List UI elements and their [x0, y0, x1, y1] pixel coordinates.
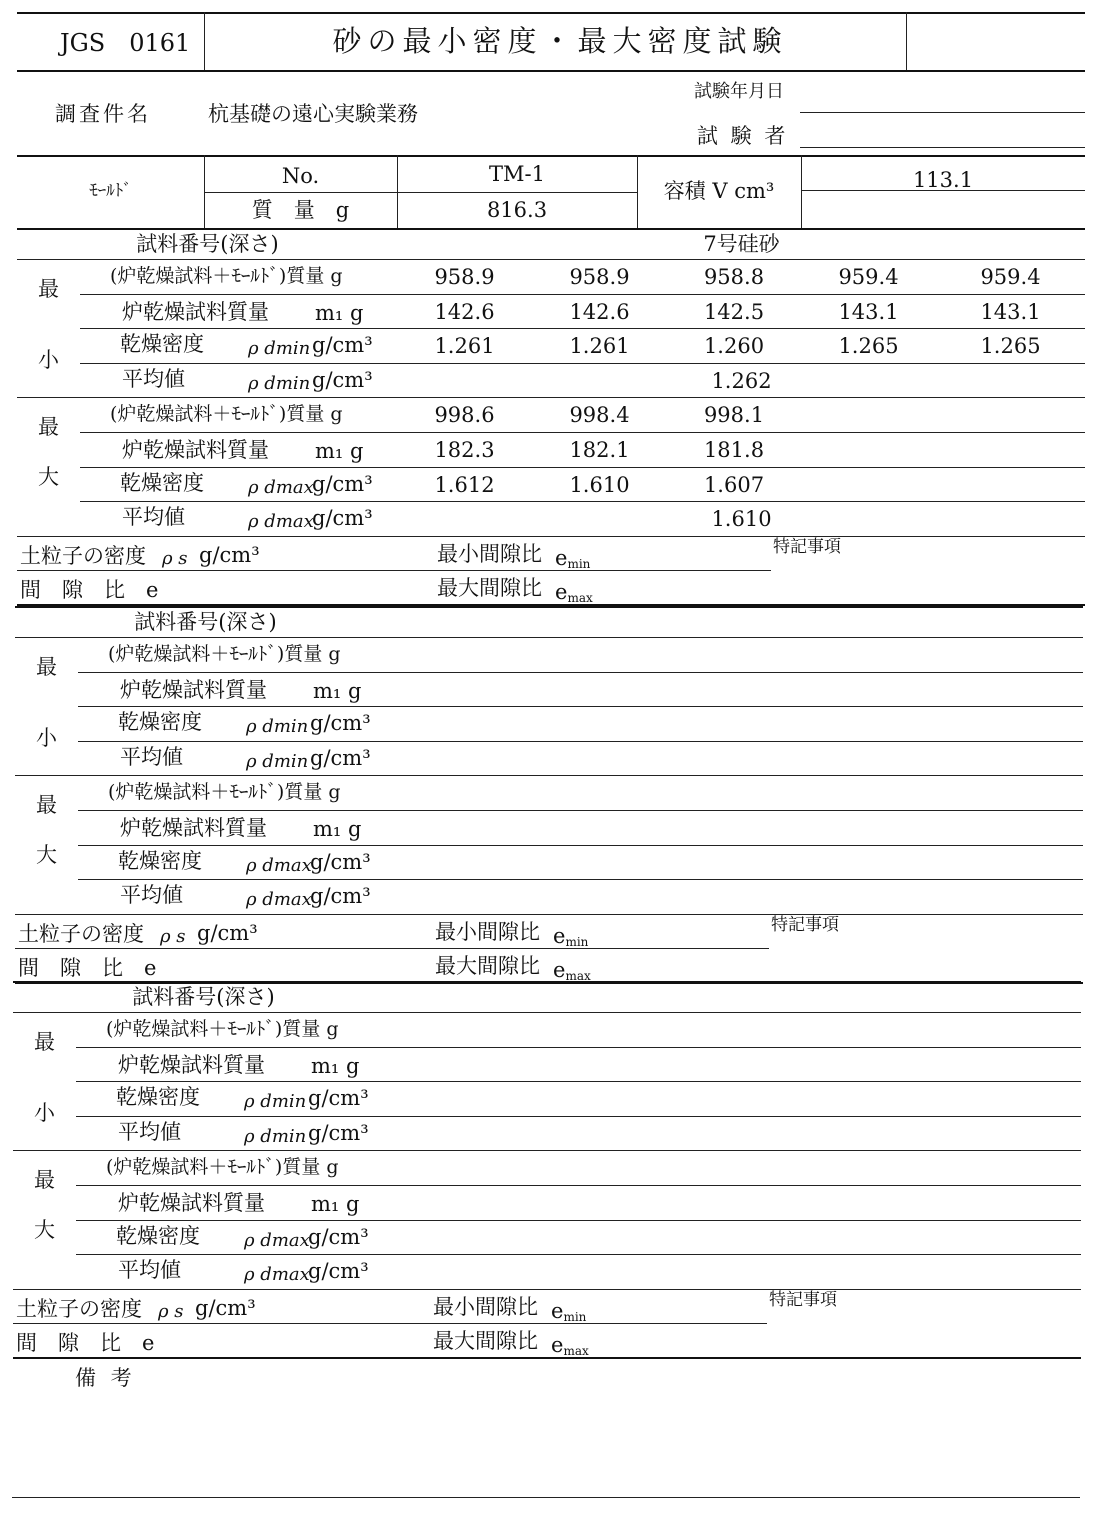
row-label-density-unit: g/cm³ [308, 1224, 369, 1249]
emax-label: 最大間隙比 [437, 575, 542, 600]
row-label-density-unit: g/cm³ [308, 1259, 369, 1284]
min-mass-mold-value: 959.4 [980, 265, 1041, 289]
rule-line [76, 1116, 1081, 1117]
rule-line [15, 637, 1083, 638]
rule-line [13, 981, 1081, 983]
rule-line [80, 501, 1085, 502]
min-label-2: 小 [34, 1101, 55, 1126]
row-label-mass-mold: (炉乾燥試料＋ﾓｰﾙﾄﾞ)質量 g [106, 1156, 339, 1179]
row-label-avg: 平均値 [122, 505, 185, 530]
rule-line [13, 1150, 1081, 1151]
min-mass-mold-value: 959.4 [838, 265, 899, 289]
emin-symbol: $e_{min}$ [553, 923, 589, 949]
row-label-mass-unit: m₁ g [313, 817, 362, 841]
row-label-mass-unit: m₁ g [311, 1192, 360, 1216]
mold-volume-value: 113.1 [912, 168, 974, 192]
row-label-avg: 平均値 [118, 1119, 181, 1144]
row-label-rho: ρ dmin [248, 338, 311, 360]
row-label-mass: 炉乾燥試料質量 [122, 438, 269, 462]
max-mass-mold-value: 998.6 [434, 403, 495, 428]
row-label-mass-mold: (炉乾燥試料＋ﾓｰﾙﾄﾞ)質量 g [110, 403, 343, 426]
tester-label: 試 験 者 [697, 124, 789, 148]
emin-symbol: $e_{min}$ [555, 545, 591, 571]
row-label-density-unit: g/cm³ [308, 1120, 369, 1145]
row-label-avg: 平均値 [120, 744, 183, 769]
min-mass-value: 143.1 [980, 299, 1041, 324]
rule-line [80, 467, 1085, 468]
max-density-value: 1.610 [569, 472, 630, 497]
min-density-value: 1.265 [838, 334, 899, 359]
row-label-rho: ρ dmax [246, 889, 312, 911]
max-label-2: 大 [34, 1217, 55, 1242]
row-label-mass-unit: m₁ g [315, 300, 364, 325]
min-average-value: 1.262 [711, 368, 772, 393]
rule-line [80, 294, 1085, 295]
min-density-value: 1.261 [434, 334, 495, 359]
void-ratio-label: 間 隙 比 e [18, 955, 157, 980]
row-label-density-unit: g/cm³ [310, 884, 371, 909]
density-unit-label: g/cm³ [195, 1295, 256, 1320]
row-label-density: 乾燥密度 [118, 710, 202, 735]
emin-symbol: $e_{min}$ [551, 1298, 587, 1324]
rule-line [17, 570, 771, 571]
max-mass-value: 182.1 [569, 438, 630, 462]
density-unit-label: g/cm³ [199, 542, 260, 567]
row-label-density-unit: g/cm³ [312, 333, 373, 358]
rule-line [15, 775, 1083, 776]
mold-mass-value: 816.3 [486, 198, 548, 222]
rule-line [78, 706, 1083, 707]
rule-line [76, 1081, 1081, 1082]
rho-s-label: ρ s [160, 925, 186, 947]
row-label-rho: ρ dmin [244, 1125, 307, 1147]
row-label-mass: 炉乾燥試料質量 [120, 816, 267, 840]
row-label-mass-mold: (炉乾燥試料＋ﾓｰﾙﾄﾞ)質量 g [106, 1018, 339, 1040]
sample-no-label: 試料番号(深さ) [132, 985, 275, 1009]
row-label-mass-mold: (炉乾燥試料＋ﾓｰﾙﾄﾞ)質量 g [108, 781, 341, 804]
survey-label: 調査件名 [55, 102, 151, 126]
max-density-value: 1.607 [703, 472, 765, 497]
soil-density-label: 土粒子の密度 [16, 1296, 142, 1321]
void-ratio-label: 間 隙 比 e [20, 577, 159, 602]
form-title: 砂の最小密度・最大密度試験 [332, 24, 788, 58]
max-mass-mold-value: 998.1 [703, 403, 765, 428]
row-label-density: 乾燥密度 [120, 470, 204, 495]
rule-line [76, 1254, 1081, 1255]
row-label-density-unit: g/cm³ [308, 1086, 369, 1111]
void-ratio-label: 間 隙 比 e [16, 1330, 155, 1355]
min-label-2: 小 [36, 726, 57, 751]
emax-symbol: $e_{max}$ [555, 579, 593, 605]
max-mass-value: 181.8 [703, 438, 765, 462]
max-label-2: 大 [38, 464, 59, 489]
row-label-rho: ρ dmax [244, 1229, 310, 1251]
row-label-rho: ρ dmax [248, 476, 314, 498]
min-label-1: 最 [36, 655, 57, 679]
min-mass-mold-value: 958.8 [703, 265, 765, 289]
min-mass-value: 142.5 [703, 299, 765, 324]
row-label-mass-unit: m₁ g [315, 439, 364, 463]
row-label-rho: ρ dmin [248, 372, 311, 394]
mold-no-value: TM-1 [489, 162, 545, 186]
rule-line [78, 845, 1083, 846]
rho-s-label: ρ s [162, 547, 188, 569]
mold-mass-label: 質 量 g [251, 198, 350, 222]
rule-line [17, 397, 1085, 398]
emin-label: 最小間隙比 [435, 919, 540, 944]
row-label-avg: 平均値 [118, 1258, 181, 1283]
row-label-density-unit: g/cm³ [312, 471, 373, 496]
rho-s-label: ρ s [158, 1300, 184, 1322]
max-average-value: 1.610 [711, 507, 772, 532]
rule-line [78, 879, 1083, 880]
row-label-mass-unit: m₁ g [313, 678, 362, 703]
min-label-2: 小 [38, 348, 59, 373]
sample-no-label: 試料番号(深さ) [134, 610, 277, 634]
emin-label: 最小間隙比 [437, 541, 542, 566]
row-label-density-unit: g/cm³ [312, 506, 373, 531]
row-label-rho: ρ dmin [244, 1091, 307, 1113]
emax-symbol: $e_{max}$ [551, 1332, 589, 1358]
max-label-1: 最 [34, 1168, 55, 1193]
row-label-rho: ρ dmax [244, 1264, 310, 1286]
sample-name: 7号硅砂 [703, 232, 780, 256]
max-mass-value: 182.3 [434, 438, 495, 462]
row-label-rho: ρ dmin [246, 750, 309, 772]
row-label-mass-unit: m₁ g [311, 1053, 360, 1078]
row-label-density: 乾燥密度 [118, 848, 202, 873]
row-label-mass-mold: (炉乾燥試料＋ﾓｰﾙﾄﾞ)質量 g [108, 643, 341, 665]
max-label-1: 最 [38, 415, 59, 440]
rule-line [80, 363, 1085, 364]
rule-line [78, 741, 1083, 742]
max-density-value: 1.612 [434, 472, 495, 497]
row-label-avg: 平均値 [122, 366, 185, 391]
row-label-mass: 炉乾燥試料質量 [118, 1191, 265, 1215]
min-mass-mold-value: 958.9 [569, 265, 630, 289]
special-remarks-label: 特記事項 [773, 536, 841, 557]
emin-label: 最小間隙比 [433, 1294, 538, 1319]
rule-line [78, 810, 1083, 811]
survey-name: 杭基礎の遠心実験業務 [208, 102, 418, 126]
row-label-rho: ρ dmax [248, 511, 314, 533]
mold-no-label: No. [281, 164, 320, 188]
max-mass-mold-value: 998.4 [569, 403, 630, 428]
rule-line [76, 1220, 1081, 1221]
rule-line [13, 1323, 767, 1324]
min-mass-mold-value: 958.9 [434, 265, 495, 289]
standard-code: JGS 0161 [60, 29, 191, 57]
max-label-2: 大 [36, 842, 57, 867]
rule-line [76, 1185, 1081, 1186]
soil-density-label: 土粒子の密度 [18, 921, 144, 946]
mold-label: ﾓｰﾙﾄﾞ [89, 181, 132, 201]
rule-line [80, 432, 1085, 433]
row-label-mass: 炉乾燥試料質量 [118, 1052, 265, 1077]
min-mass-value: 142.6 [569, 299, 630, 324]
rule-line [17, 259, 1085, 260]
mold-volume-label: 容積 V cm³ [663, 179, 775, 203]
rule-line [17, 536, 1085, 537]
row-label-density: 乾燥密度 [116, 1223, 200, 1248]
density-unit-label: g/cm³ [197, 920, 258, 945]
emax-label: 最大間隙比 [433, 1328, 538, 1353]
emax-symbol: $e_{max}$ [553, 957, 591, 983]
min-density-value: 1.260 [703, 334, 765, 359]
rule-line [78, 672, 1083, 673]
row-label-density-unit: g/cm³ [310, 849, 371, 874]
rule-line [13, 1012, 1081, 1013]
row-label-mass-mold: (炉乾燥試料＋ﾓｰﾙﾄﾞ)質量 g [110, 265, 343, 287]
row-label-density-unit: g/cm³ [312, 367, 373, 392]
soil-density-label: 土粒子の密度 [20, 543, 146, 568]
rule-line [15, 914, 1083, 915]
rule-line [13, 1289, 1081, 1290]
min-density-value: 1.265 [980, 334, 1041, 359]
rule-line [13, 1357, 1081, 1359]
min-label-1: 最 [38, 277, 59, 301]
row-label-density: 乾燥密度 [116, 1085, 200, 1110]
min-density-value: 1.261 [569, 334, 630, 359]
rule-line [17, 228, 1085, 230]
row-label-mass: 炉乾燥試料質量 [122, 299, 269, 324]
min-mass-value: 143.1 [838, 299, 899, 324]
max-label-1: 最 [36, 793, 57, 818]
test-date-label: 試験年月日 [694, 81, 784, 102]
special-remarks-label: 特記事項 [771, 914, 839, 935]
rule-line [80, 328, 1085, 329]
min-label-1: 最 [34, 1030, 55, 1054]
row-label-mass: 炉乾燥試料質量 [120, 677, 267, 702]
rule-line [15, 606, 1083, 608]
row-label-density-unit: g/cm³ [310, 745, 371, 770]
special-remarks-label: 特記事項 [769, 1289, 837, 1310]
remarks-label: 備 考 [75, 1366, 136, 1390]
row-label-avg: 平均値 [120, 883, 183, 908]
row-label-rho: ρ dmax [246, 854, 312, 876]
row-label-density: 乾燥密度 [120, 332, 204, 357]
sample-no-label: 試料番号(深さ) [136, 232, 279, 256]
emax-label: 最大間隙比 [435, 953, 540, 978]
row-label-rho: ρ dmin [246, 716, 309, 738]
row-label-density-unit: g/cm³ [310, 711, 371, 736]
rule-line [15, 948, 769, 949]
min-mass-value: 142.6 [434, 299, 495, 324]
rule-line [76, 1047, 1081, 1048]
